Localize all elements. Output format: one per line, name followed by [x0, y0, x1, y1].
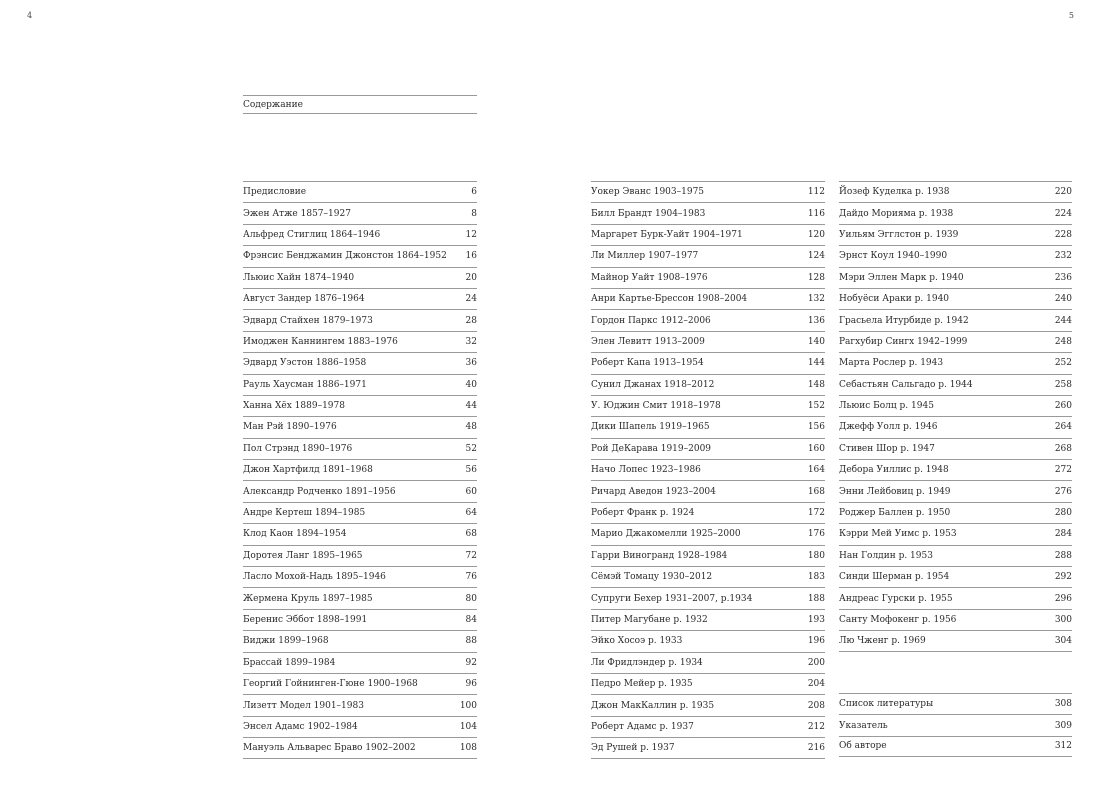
toc-column-2	[591, 181, 825, 759]
toc-entry[interactable]	[243, 374, 477, 395]
toc-entry-page: 72	[465, 550, 477, 561]
toc-entry[interactable]	[243, 502, 477, 523]
toc-entry-title: Рагхубир Сингх 1942–1999	[839, 336, 968, 347]
toc-entry-page: 276	[1054, 486, 1072, 497]
toc-entry-page: 148	[807, 379, 825, 390]
toc-entry[interactable]	[243, 737, 477, 758]
toc-entry-title: Марта Рослер р. 1943	[839, 358, 944, 369]
toc-entry-title: Роберт Адамс р. 1937	[591, 721, 694, 732]
toc-entry-title: Доротея Ланг 1895–1965	[243, 550, 363, 561]
toc-entry-page: 296	[1054, 593, 1072, 604]
toc-entry-page: 80	[465, 593, 477, 604]
toc-entry-page: 193	[807, 615, 825, 625]
toc-entry-title: Маргарет Бурк-Уайт 1904–1971	[591, 229, 743, 240]
toc-entry[interactable]	[839, 416, 1072, 437]
toc-entry-title: Дебора Уиллис р. 1948	[839, 465, 949, 476]
toc-entry-title: Об авторе	[839, 741, 887, 752]
toc-entry-title: Александр Родченко 1891–1956	[243, 486, 396, 497]
toc-entry[interactable]	[591, 545, 825, 566]
toc-entry-title: Уильям Эгглстон р. 1939	[839, 229, 959, 240]
toc-entry-page: 183	[807, 572, 825, 583]
toc-entry-title: Сунил Джанах 1918–2012	[591, 379, 715, 390]
toc-entry-page: 264	[1054, 422, 1072, 433]
toc-entry-title: Стивен Шор р. 1947	[839, 443, 935, 454]
toc-entry-title: Дики Шапель 1919–1965	[591, 422, 710, 433]
toc-back-matter	[839, 693, 1072, 757]
toc-entry-page: 164	[807, 465, 825, 476]
toc-entry-page: 260	[1054, 401, 1072, 412]
toc-entry-page: 160	[807, 443, 825, 454]
toc-entry-title: Энсел Адамс 1902–1984	[243, 721, 358, 732]
toc-entry[interactable]	[839, 480, 1072, 501]
toc-entry[interactable]	[591, 438, 825, 459]
toc-entry-title: Имоджен Каннингем 1883–1976	[243, 336, 398, 347]
toc-entry-page: 100	[459, 700, 477, 711]
toc-entry[interactable]	[243, 416, 477, 437]
toc-entry-title: Альфред Стиглиц 1864–1946	[243, 229, 381, 240]
toc-entry[interactable]	[243, 480, 477, 501]
toc-entry-title: Рой ДеКарава 1919–2009	[591, 443, 712, 454]
toc-entry-title: Роберт Франк р. 1924	[591, 508, 695, 519]
toc-entry-page: 88	[465, 636, 477, 647]
toc-entry-page: 284	[1054, 529, 1072, 540]
toc-entry[interactable]	[591, 459, 825, 480]
toc-entry[interactable]	[839, 202, 1072, 223]
toc-entry-page: 309	[1054, 720, 1072, 731]
toc-entry-title: Фрэнсис Бенджамин Джонстон 1864–1952	[243, 251, 447, 262]
toc-entry-page: 252	[1054, 358, 1072, 369]
toc-entry-page: 168	[807, 486, 825, 497]
toc-entry-title: Джефф Уолл р. 1946	[839, 422, 938, 433]
toc-entry-title: Брассай 1899–1984	[243, 657, 336, 668]
toc-entry[interactable]	[591, 652, 825, 673]
toc-entry-title: Дайдо Морияма р. 1938	[839, 208, 954, 219]
toc-entry-page: 128	[807, 272, 825, 283]
toc-entry[interactable]	[243, 202, 477, 223]
toc-entry-title: Педро Мейер р. 1935	[591, 679, 693, 690]
toc-entry-title: Лизетт Модел 1901–1983	[243, 700, 364, 711]
toc-entry-title: Нан Голдин р. 1953	[839, 550, 933, 561]
toc-entry-title: Пол Стрэнд 1890–1976	[243, 443, 353, 454]
toc-entry[interactable]	[243, 309, 477, 330]
toc-entry-page: 292	[1054, 572, 1072, 583]
toc-entry-page: 140	[807, 336, 825, 347]
toc-entry[interactable]	[243, 459, 477, 480]
toc-entry-page: 312	[1054, 741, 1072, 752]
toc-entry[interactable]	[839, 181, 1072, 202]
toc-entry-page: 124	[807, 251, 825, 262]
toc-entry-page: 300	[1054, 615, 1072, 625]
toc-entry[interactable]	[591, 480, 825, 501]
toc-entry[interactable]	[839, 309, 1072, 330]
toc-entry[interactable]	[243, 566, 477, 587]
toc-entry-title: Марио Джакомелли 1925–2000	[591, 529, 741, 540]
toc-entry-title: Георгий Гойнинген-Гюне 1900–1968	[243, 679, 418, 690]
toc-entry[interactable]	[839, 609, 1072, 630]
toc-entry-page: 180	[807, 550, 825, 561]
toc-entry-title: Беренис Эббот 1898–1991	[243, 615, 368, 625]
toc-entry-title: Эд Рушей р. 1937	[591, 742, 675, 753]
toc-entry[interactable]	[243, 438, 477, 459]
toc-entry-title: Билл Брандт 1904–1983	[591, 208, 706, 219]
toc-entry[interactable]	[591, 566, 825, 587]
toc-entry-title: Эжен Атже 1857–1927	[243, 208, 351, 219]
toc-entry-title: Уокер Эванс 1903–1975	[591, 187, 705, 198]
toc-entry[interactable]	[839, 438, 1072, 459]
toc-entry[interactable]	[839, 736, 1072, 757]
toc-entry-title: Эрнст Коул 1940–1990	[839, 251, 948, 262]
toc-entry[interactable]	[839, 288, 1072, 309]
toc-entry-page: 120	[807, 229, 825, 240]
toc-entry-title: Джон МакКаллин р. 1935	[591, 700, 715, 711]
toc-entry-title: Ханна Хёх 1889–1978	[243, 401, 345, 412]
toc-entry[interactable]	[591, 502, 825, 523]
toc-entry-page: 152	[807, 401, 825, 412]
toc-entry-page: 36	[465, 358, 477, 369]
toc-entry[interactable]	[839, 714, 1072, 735]
toc-entry-title: Виджи 1899–1968	[243, 636, 329, 647]
toc-entry-title: Себастьян Сальгадо р. 1944	[839, 379, 973, 390]
toc-entry-title: Энни Лейбовиц р. 1949	[839, 486, 951, 497]
toc-entry[interactable]	[839, 245, 1072, 266]
toc-entry-page: 60	[465, 486, 477, 497]
toc-entry-page: 268	[1054, 443, 1072, 454]
toc-entry[interactable]	[243, 609, 477, 630]
toc-entry-title: Роберт Капа 1913–1954	[591, 358, 704, 369]
toc-entry[interactable]	[243, 694, 477, 715]
toc-entry-title: Санту Мофокенг р. 1956	[839, 615, 957, 625]
toc-column-3	[839, 181, 1072, 652]
toc-entry-title: Грасьела Итурбиде р. 1942	[839, 315, 969, 326]
toc-entry-page: 196	[807, 636, 825, 647]
toc-entry[interactable]	[839, 587, 1072, 608]
toc-entry-page: 288	[1054, 550, 1072, 561]
toc-entry-page: 112	[807, 187, 825, 198]
toc-entry-title: Ли Миллер 1907–1977	[591, 251, 699, 262]
toc-entry-page: 40	[465, 379, 477, 390]
toc-entry[interactable]	[839, 566, 1072, 587]
toc-entry-page: 116	[807, 208, 825, 219]
toc-entry[interactable]	[243, 331, 477, 352]
toc-entry[interactable]	[591, 737, 825, 758]
toc-entry-page: 96	[465, 679, 477, 690]
toc-entry-page: 304	[1054, 635, 1072, 646]
toc-entry[interactable]	[591, 416, 825, 437]
toc-entry[interactable]	[243, 523, 477, 544]
toc-entry-page: 224	[1054, 208, 1072, 219]
toc-entry-page: 240	[1054, 294, 1072, 305]
toc-entry-page: 244	[1054, 315, 1072, 326]
toc-entry-title: Эдвард Уэстон 1886–1958	[243, 358, 367, 369]
toc-entry[interactable]	[591, 288, 825, 309]
toc-entry-title: Льюис Хайн 1874–1940	[243, 272, 355, 283]
toc-entry-page: 172	[807, 508, 825, 519]
toc-entry[interactable]	[839, 352, 1072, 373]
toc-entry-page: 76	[465, 572, 477, 583]
toc-entry-page: 92	[465, 657, 477, 668]
toc-entry-title: Кэрри Мей Уимс р. 1953	[839, 529, 957, 540]
toc-entry[interactable]	[591, 181, 825, 202]
toc-entry-page: 220	[1054, 187, 1072, 198]
toc-entry-page: 212	[807, 721, 825, 732]
toc-entry-title: Лю Чжeнг р. 1969	[839, 635, 926, 646]
toc-entry-page: 232	[1054, 251, 1072, 262]
toc-entry-page: 248	[1054, 336, 1072, 347]
toc-entry-page: 204	[807, 679, 825, 690]
toc-entry[interactable]	[839, 502, 1072, 523]
toc-entry[interactable]	[243, 288, 477, 309]
toc-entry[interactable]	[591, 523, 825, 544]
toc-entry-title: Эдвард Стайхен 1879–1973	[243, 315, 373, 326]
toc-entry-page: 200	[807, 657, 825, 668]
toc-entry-title: Питер Магубане р. 1932	[591, 615, 708, 625]
page-number-left: 4	[27, 11, 33, 20]
toc-entry-page: 208	[807, 700, 825, 711]
toc-entry-title: Элен Левитт 1913–2009	[591, 336, 705, 347]
toc-entry[interactable]	[591, 352, 825, 373]
toc-entry[interactable]	[591, 630, 825, 651]
toc-entry-title: Анри Картье-Брессон 1908–2004	[591, 294, 748, 305]
toc-entry[interactable]	[839, 331, 1072, 352]
toc-entry-page: 108	[459, 742, 477, 753]
toc-entry[interactable]	[591, 673, 825, 694]
toc-entry-title: Йозеф Куделка р. 1938	[839, 187, 950, 198]
toc-entry[interactable]	[243, 630, 477, 651]
toc-entry[interactable]	[591, 374, 825, 395]
toc-entry-title: Клод Каон 1894–1954	[243, 529, 347, 540]
toc-entry-title: Список литературы	[839, 699, 934, 710]
toc-entry[interactable]	[839, 459, 1072, 480]
contents-title: Содержание	[243, 95, 477, 114]
toc-entry[interactable]	[839, 374, 1072, 395]
page-number-right: 5	[1068, 11, 1074, 20]
toc-entry-title: Предисловие	[243, 187, 307, 198]
toc-entry[interactable]	[591, 609, 825, 630]
toc-entry-title: Сёмэй Томацу 1930–2012	[591, 572, 713, 583]
toc-entry-page: 16	[465, 251, 477, 262]
toc-entry[interactable]	[243, 716, 477, 737]
toc-entry[interactable]	[243, 267, 477, 288]
toc-entry-title: Льюис Болц р. 1945	[839, 401, 934, 412]
toc-entry-page: 24	[465, 294, 477, 305]
toc-entry[interactable]	[243, 224, 477, 245]
toc-entry-title: Ман Рэй 1890–1976	[243, 422, 337, 433]
toc-entry[interactable]	[839, 224, 1072, 245]
toc-entry[interactable]	[243, 673, 477, 694]
toc-entry[interactable]	[591, 224, 825, 245]
toc-entry-page: 20	[465, 272, 477, 283]
toc-entry-page: 52	[465, 443, 477, 454]
toc-entry[interactable]	[243, 245, 477, 266]
toc-entry-page: 8	[471, 208, 477, 219]
toc-entry[interactable]	[591, 309, 825, 330]
toc-entry-title: У. Юджин Смит 1918–1978	[591, 401, 721, 412]
toc-entry[interactable]	[839, 267, 1072, 288]
toc-entry-page: 228	[1054, 229, 1072, 240]
toc-entry[interactable]	[243, 395, 477, 416]
toc-entry-title: Майнор Уайт 1908–1976	[591, 272, 708, 283]
toc-entry-page: 156	[807, 422, 825, 433]
toc-entry[interactable]	[839, 523, 1072, 544]
toc-entry-page: 272	[1054, 465, 1072, 476]
toc-entry-page: 56	[465, 465, 477, 476]
toc-entry-page: 216	[807, 742, 825, 753]
toc-entry-title: Андреас Гурски р. 1955	[839, 593, 953, 604]
toc-entry-title: Мэри Эллен Марк р. 1940	[839, 272, 964, 283]
toc-entry[interactable]	[591, 202, 825, 223]
toc-entry-title: Ласло Мохой-Надь 1895–1946	[243, 572, 386, 583]
toc-entry-page: 68	[465, 529, 477, 540]
toc-entry-page: 280	[1054, 508, 1072, 519]
toc-entry[interactable]	[591, 331, 825, 352]
toc-entry-title: Ли Фридлэндер р. 1934	[591, 657, 703, 668]
toc-entry-page: 136	[807, 315, 825, 326]
toc-entry[interactable]	[591, 395, 825, 416]
toc-entry-page: 64	[465, 508, 477, 519]
toc-entry-page: 236	[1054, 272, 1072, 283]
toc-entry-page: 132	[807, 294, 825, 305]
toc-entry-page: 32	[465, 336, 477, 347]
toc-entry-page: 28	[465, 315, 477, 326]
toc-entry-page: 188	[807, 593, 825, 604]
toc-entry-title: Гордон Паркс 1912–2006	[591, 315, 711, 326]
toc-entry[interactable]	[243, 352, 477, 373]
toc-entry-page: 176	[807, 529, 825, 540]
toc-entry-title: Роджер Баллен р. 1950	[839, 508, 951, 519]
toc-entry[interactable]	[839, 630, 1072, 651]
toc-entry-page: 104	[459, 721, 477, 732]
toc-entry-title: Синди Шерман р. 1954	[839, 572, 950, 583]
toc-entry-title: Жермена Круль 1897–1985	[243, 593, 373, 604]
toc-entry[interactable]	[591, 716, 825, 737]
toc-entry[interactable]	[591, 245, 825, 266]
toc-entry-page: 12	[465, 229, 477, 240]
toc-entry-page: 44	[465, 401, 477, 412]
toc-column-1	[243, 181, 477, 759]
toc-entry[interactable]	[591, 694, 825, 715]
toc-entry-title: Указатель	[839, 720, 888, 731]
toc-entry-title: Нобуёси Араки р. 1940	[839, 294, 950, 305]
toc-entry[interactable]	[591, 587, 825, 608]
toc-entry[interactable]	[243, 652, 477, 673]
toc-entry[interactable]	[243, 587, 477, 608]
toc-entry-title: Мануэль Альварес Браво 1902–2002	[243, 742, 416, 753]
toc-entry-page: 84	[465, 615, 477, 625]
toc-entry-title: Эйко Хосоэ р. 1933	[591, 636, 683, 647]
toc-entry-title: Гарри Виногранд 1928–1984	[591, 550, 728, 561]
toc-entry-title: Ричард Аведон 1923–2004	[591, 486, 716, 497]
toc-entry-page: 6	[471, 187, 477, 198]
toc-entry-page: 48	[465, 422, 477, 433]
toc-entry-title: Август Зандер 1876–1964	[243, 294, 365, 305]
toc-entry-title: Андре Кертеш 1894–1985	[243, 508, 366, 519]
toc-entry[interactable]	[839, 545, 1072, 566]
toc-entry[interactable]	[591, 267, 825, 288]
toc-entry-title: Джон Хартфилд 1891–1968	[243, 465, 373, 476]
toc-entry[interactable]	[839, 395, 1072, 416]
toc-entry-page: 308	[1054, 699, 1072, 710]
toc-entry-title: Супруги Бехер 1931–2007, р.1934	[591, 593, 753, 604]
toc-entry-title: Начо Лопес 1923–1986	[591, 465, 701, 476]
toc-entry[interactable]	[839, 693, 1072, 714]
toc-entry[interactable]	[243, 545, 477, 566]
toc-entry-page: 144	[807, 358, 825, 369]
toc-entry-page: 258	[1054, 379, 1072, 390]
toc-entry-title: Рауль Хаусман 1886–1971	[243, 379, 367, 390]
toc-entry[interactable]	[243, 181, 477, 202]
